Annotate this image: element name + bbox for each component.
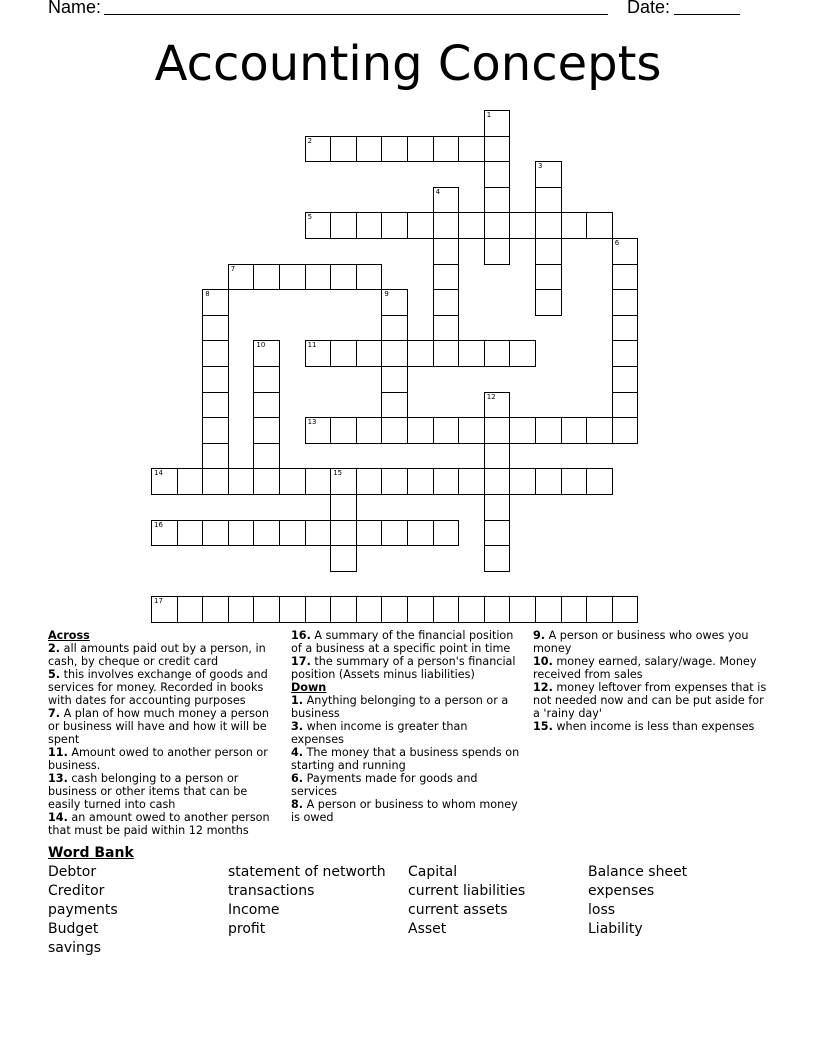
- crossword-cell[interactable]: [279, 520, 306, 547]
- clue-number: 12: [486, 392, 496, 401]
- crossword-cell[interactable]: [535, 417, 562, 444]
- crossword-cell[interactable]: [330, 545, 357, 572]
- crossword-cell[interactable]: [484, 417, 511, 444]
- crossword-cell[interactable]: [535, 596, 562, 623]
- crossword-cell[interactable]: [177, 596, 204, 623]
- clue-down-9: 9. A person or business who owes you money: [533, 629, 749, 655]
- crossword-cell[interactable]: [509, 468, 536, 495]
- crossword-cell[interactable]: [484, 392, 511, 419]
- crossword-cell[interactable]: [458, 340, 485, 367]
- crossword-cell[interactable]: [253, 264, 280, 291]
- crossword-cell[interactable]: [458, 212, 485, 239]
- crossword-cell[interactable]: [381, 392, 408, 419]
- crossword-cell[interactable]: [561, 212, 588, 239]
- crossword-cell[interactable]: [381, 366, 408, 393]
- crossword-cell[interactable]: [484, 212, 511, 239]
- word-bank-word: transactions: [228, 883, 315, 899]
- clue-number: 1: [486, 111, 492, 119]
- crossword-cell[interactable]: [433, 596, 460, 623]
- crossword-cell[interactable]: [509, 340, 536, 367]
- crossword-cell[interactable]: [305, 417, 332, 444]
- clue-number: 2: [307, 136, 313, 145]
- crossword-cell[interactable]: [305, 136, 332, 163]
- crossword-cell[interactable]: [381, 520, 408, 547]
- crossword-cell[interactable]: [356, 468, 383, 495]
- crossword-cell[interactable]: [202, 417, 229, 444]
- crossword-cell[interactable]: [535, 238, 562, 265]
- crossword-cell[interactable]: [330, 468, 357, 495]
- clue-number: 4: [435, 187, 441, 196]
- crossword-cell[interactable]: [458, 417, 485, 444]
- crossword-cell[interactable]: [612, 392, 639, 419]
- crossword-cell[interactable]: [177, 468, 204, 495]
- name-field[interactable]: [104, 14, 608, 15]
- crossword-cell[interactable]: [407, 468, 434, 495]
- crossword-cell[interactable]: [356, 340, 383, 367]
- crossword-cell[interactable]: [612, 596, 639, 623]
- word-bank-word: profit: [228, 921, 266, 937]
- crossword-cell[interactable]: [407, 340, 434, 367]
- crossword-cell[interactable]: [484, 238, 511, 265]
- word-bank-word: Budget: [48, 921, 99, 937]
- crossword-cell[interactable]: [612, 238, 639, 265]
- crossword-cell[interactable]: [381, 468, 408, 495]
- word-bank-word: Income: [228, 902, 280, 918]
- word-bank-word: expenses: [588, 883, 655, 899]
- word-bank-word: Creditor: [48, 883, 105, 899]
- crossword-cell[interactable]: [279, 596, 306, 623]
- clue-number: 15: [333, 469, 343, 478]
- crossword-cell[interactable]: [253, 468, 280, 495]
- crossword-cell[interactable]: [253, 366, 280, 393]
- word-bank-word: savings: [48, 940, 102, 956]
- crossword-cell[interactable]: [381, 417, 408, 444]
- crossword-cell[interactable]: [433, 340, 460, 367]
- crossword-cell[interactable]: [535, 468, 562, 495]
- clue-down-1: 1. Anything belonging to a person or a business: [291, 694, 509, 720]
- crossword-cell[interactable]: [177, 520, 204, 547]
- crossword-cell[interactable]: [330, 520, 357, 547]
- crossword-cell[interactable]: [151, 468, 178, 495]
- crossword-cell[interactable]: [484, 494, 511, 521]
- clue-down-10: 10. money earned, salary/wage. Money received from sales: [533, 655, 757, 681]
- crossword-cell[interactable]: [356, 136, 383, 163]
- crossword-cell[interactable]: [433, 238, 460, 265]
- clue-number: 9: [384, 290, 389, 299]
- clue-number: 17: [154, 597, 163, 606]
- crossword-cell[interactable]: [407, 136, 434, 163]
- clue-down-8: 8. A person or business to whom money is owed: [291, 798, 518, 824]
- crossword-cell[interactable]: [484, 468, 511, 495]
- crossword-cell[interactable]: [433, 289, 460, 316]
- word-bank-word: Liability: [588, 921, 643, 937]
- crossword-cell[interactable]: [253, 520, 280, 547]
- crossword-cell[interactable]: [458, 136, 485, 163]
- crossword-cell[interactable]: [381, 212, 408, 239]
- crossword-cell[interactable]: [356, 264, 383, 291]
- crossword-cell[interactable]: [586, 212, 613, 239]
- crossword-cell[interactable]: [356, 417, 383, 444]
- crossword-cell[interactable]: [433, 315, 460, 342]
- crossword-cell[interactable]: [484, 545, 511, 572]
- crossword-cell[interactable]: [612, 366, 639, 393]
- clue-number: 3: [538, 162, 543, 171]
- clue-number: 10: [256, 341, 266, 350]
- crossword-cell[interactable]: [561, 417, 588, 444]
- crossword-cell[interactable]: [535, 212, 562, 239]
- crossword-cell[interactable]: [356, 520, 383, 547]
- crossword-cell[interactable]: [612, 340, 639, 367]
- crossword-cell[interactable]: [612, 289, 639, 316]
- crossword-cell[interactable]: [253, 392, 280, 419]
- crossword-cell[interactable]: [433, 468, 460, 495]
- crossword-cell[interactable]: [151, 596, 178, 623]
- crossword-cell[interactable]: [279, 264, 306, 291]
- crossword-cell[interactable]: [535, 187, 562, 214]
- crossword-cell[interactable]: [407, 212, 434, 239]
- crossword-cell[interactable]: [253, 417, 280, 444]
- crossword-cell[interactable]: [381, 289, 408, 316]
- clue-across-17: 17. the summary of a person's financial position (Assets minus liabilities): [291, 655, 516, 681]
- crossword-cell[interactable]: [202, 366, 229, 393]
- crossword-cell[interactable]: [433, 520, 460, 547]
- clue-number: 6: [614, 239, 620, 247]
- crossword-cell[interactable]: [305, 520, 332, 547]
- header: [48, 0, 768, 19]
- crossword-cell[interactable]: [433, 417, 460, 444]
- crossword-cell[interactable]: [458, 468, 485, 495]
- crossword-cell[interactable]: [458, 596, 485, 623]
- word-bank-word: payments: [48, 902, 118, 918]
- crossword-cell[interactable]: [433, 212, 460, 239]
- crossword-cell[interactable]: [253, 596, 280, 623]
- crossword-cell[interactable]: [535, 161, 562, 188]
- crossword-cell[interactable]: [586, 596, 613, 623]
- crossword-cell[interactable]: [484, 136, 511, 163]
- crossword-cell[interactable]: [330, 136, 357, 163]
- crossword-cell[interactable]: [484, 110, 511, 137]
- crossword-cell[interactable]: [509, 212, 536, 239]
- clues-column-1: [48, 629, 278, 837]
- crossword-cell[interactable]: [305, 340, 332, 367]
- crossword-cell[interactable]: [535, 264, 562, 291]
- clue-number: 13: [307, 418, 317, 427]
- crossword-cell[interactable]: [330, 212, 357, 239]
- crossword-cell[interactable]: [202, 443, 229, 470]
- crossword-cell[interactable]: [509, 417, 536, 444]
- clue-number: 14: [154, 469, 163, 478]
- clue-number: 7: [230, 264, 236, 273]
- crossword-cell[interactable]: [612, 315, 639, 342]
- crossword-cell[interactable]: [586, 417, 613, 444]
- clue-down-4: 4. The money that a business spends on starting and running: [291, 746, 520, 772]
- word-bank-word: Balance sheet: [588, 864, 688, 880]
- clue-across-7: 7. A plan of how much money a person or business will have and how it will be spent: [48, 707, 269, 746]
- crossword-cell[interactable]: [330, 417, 357, 444]
- crossword-cell[interactable]: [305, 264, 332, 291]
- crossword-cell[interactable]: [407, 520, 434, 547]
- crossword-cell[interactable]: [433, 136, 460, 163]
- crossword-cell[interactable]: [330, 596, 357, 623]
- name-label: Name:: [48, 0, 102, 17]
- crossword-cell[interactable]: [228, 468, 255, 495]
- word-bank-word: Debtor: [48, 864, 97, 880]
- page-title: Accounting Concepts: [154, 36, 662, 92]
- crossword-cell[interactable]: [484, 187, 511, 214]
- crossword-cell[interactable]: [202, 520, 229, 547]
- clue-across-2: 2. all amounts paid out by a person, in cash, by cheque or credit card: [48, 642, 266, 668]
- clue-across-11: 11. Amount owed to another person or business.: [48, 746, 268, 772]
- clue-down-15: 15. when income is less than expenses: [533, 720, 755, 733]
- crossword-cell[interactable]: [381, 340, 408, 367]
- crossword-cell[interactable]: [612, 264, 639, 291]
- crossword-cell[interactable]: [433, 187, 460, 214]
- date-label: Date:: [627, 0, 671, 17]
- clues-column-3: [533, 629, 768, 733]
- clue-across-16: 16. A summary of the financial position of a business at a specific point in time: [291, 629, 514, 655]
- crossword-cell[interactable]: [561, 596, 588, 623]
- crossword-cell[interactable]: [202, 315, 229, 342]
- word-bank-word: current liabilities: [408, 883, 526, 899]
- crossword-cell[interactable]: [202, 392, 229, 419]
- crossword-cell[interactable]: [612, 417, 639, 444]
- crossword-cell[interactable]: [305, 468, 332, 495]
- clue-across-14: 14. an amount owed to another person that must be paid within 12 months: [48, 811, 270, 837]
- clues-column-2: [291, 629, 521, 824]
- word-bank-title: Word Bank: [48, 845, 134, 861]
- across-heading: Across: [48, 629, 90, 642]
- crossword-cell[interactable]: [202, 468, 229, 495]
- crossword-cell[interactable]: [228, 520, 255, 547]
- crossword-cell[interactable]: [535, 289, 562, 316]
- crossword-cell[interactable]: [484, 520, 511, 547]
- crossword-cell[interactable]: [305, 596, 332, 623]
- word-bank-word: loss: [588, 902, 616, 918]
- crossword-cell[interactable]: [407, 417, 434, 444]
- crossword-cell[interactable]: [305, 212, 332, 239]
- crossword-cell[interactable]: [202, 340, 229, 367]
- clue-across-5: 5. this involves exchange of goods and services for money. Recorded in books with dates for accounting purposes: [48, 668, 268, 707]
- clue-down-12: 12. money leftover from expenses that is not needed now and can be put aside for a 'rainy day': [533, 681, 767, 720]
- clue-across-13: 13. cash belonging to a person or business or other items that can be easily turned into cash: [48, 772, 248, 811]
- crossword-cell[interactable]: [381, 315, 408, 342]
- crossword-cell[interactable]: [151, 520, 178, 547]
- crossword-cell[interactable]: [330, 264, 357, 291]
- clue-down-3: 3. when income is greater than expenses: [291, 720, 468, 746]
- clue-number: 11: [307, 341, 317, 350]
- crossword-cell[interactable]: [484, 340, 511, 367]
- crossword-cell[interactable]: [356, 212, 383, 239]
- word-bank-word: Asset: [408, 921, 447, 937]
- crossword-cell[interactable]: [202, 596, 229, 623]
- crossword-cell[interactable]: [381, 136, 408, 163]
- crossword-cell[interactable]: [228, 596, 255, 623]
- crossword-cell[interactable]: [509, 596, 536, 623]
- crossword-cell[interactable]: [381, 596, 408, 623]
- crossword-cell[interactable]: [202, 289, 229, 316]
- crossword-cell[interactable]: [586, 468, 613, 495]
- crossword-cell[interactable]: [228, 264, 255, 291]
- clue-number: 16: [154, 520, 163, 529]
- crossword-cell[interactable]: [484, 443, 511, 470]
- clue-down-6: 6. Payments made for goods and services: [291, 772, 478, 798]
- crossword-cell[interactable]: [330, 494, 357, 521]
- clue-number: 8: [205, 290, 210, 299]
- word-bank-word: Capital: [408, 864, 458, 880]
- crossword-cell[interactable]: [407, 596, 434, 623]
- crossword-cell[interactable]: [484, 596, 511, 623]
- crossword-cell[interactable]: [561, 468, 588, 495]
- word-bank-word: current assets: [408, 902, 508, 918]
- crossword-cell[interactable]: [253, 340, 280, 367]
- word-bank-word: statement of networth: [228, 864, 386, 880]
- crossword-cell[interactable]: [253, 443, 280, 470]
- crossword-cell[interactable]: [433, 264, 460, 291]
- crossword-cell[interactable]: [484, 161, 511, 188]
- crossword-cell[interactable]: [279, 468, 306, 495]
- crossword-cell[interactable]: [356, 596, 383, 623]
- date-field[interactable]: [674, 14, 740, 15]
- clue-number: 5: [307, 213, 313, 222]
- down-heading: Down: [291, 681, 327, 694]
- crossword-cell[interactable]: [330, 340, 357, 367]
